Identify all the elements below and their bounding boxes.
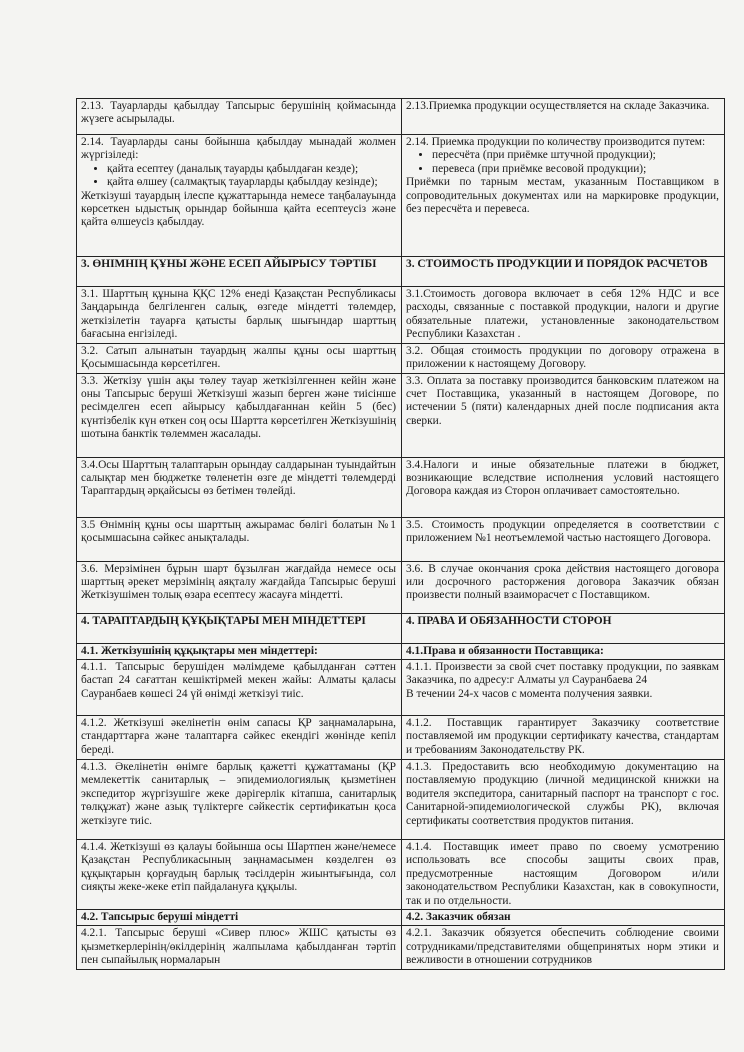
table-row [77,926,725,970]
clause-text: 2.14. Приемка продукции по количеству производится путем: [406,136,706,148]
clause-text: 3.5. Стоимость продукции определяется в соответствии с приложением №1 неотъемлемой частью настоящего Договора. [406,518,719,545]
ru-cell [402,99,725,135]
clause-text: 2.13.Приемка продукции осуществляется на складе Заказчика. [406,100,710,112]
kk-cell [77,457,402,517]
kk-cell [77,561,402,613]
ru-cell [402,840,725,910]
kk-cell [77,373,402,457]
table-row [77,135,725,257]
list-item: • пересчёта (при приёмке штучной продукции); [432,149,719,162]
section-heading [402,257,725,287]
ru-cell [402,373,725,457]
heading-text: 4.1.Права и обязанности Поставщика: [406,644,604,657]
table-row [77,99,725,135]
ru-cell [402,760,725,840]
bullet-list [406,149,719,176]
clause-text: 4.1.3. Предоставить всю необходимую документацию на поставляемую продукцию (личной медицинской книжки на водителя экспедитора, санитарный паспорт на транспорт с гос. Санитарной-эпидемиологической службы РК), включая сертификаты соответствия продуктов питания. [406,761,719,827]
kk-cell [77,135,402,257]
section-heading-row [77,613,725,643]
subsection-heading [402,910,725,926]
section-heading-row [77,257,725,287]
ru-cell [402,716,725,760]
heading-text: 4.2. Заказчик обязан [406,911,511,924]
clause-text: 4.1.1. Тапсырыс берушіден мәлімдеме қабылданған сәттен бастап 24 сағаттан кешіктірмей мекен жайы: Алматы қаласы Сауранбаев көшесі 24 үй өнімді жеткізуі тиіс. [81,661,396,700]
clause-text: 3.4.Осы Шарттың талаптарын орындау салдарынан туындайтын салықтар мен бюджетке төленетін өзге де міндетті төлемдерді Тараптардың әрқайсысы өз бетімен төлейді. [81,458,396,498]
subsection-heading-row [77,643,725,659]
table-row [77,840,725,910]
clause-text: 3.3. Жеткізу үшін ақы төлеу тауар жеткізілгеннен кейін және оны Тапсырыс беруші Жеткізуші жазып берген және тиісінше ресімделген есеп айырысу қабылдағаннан кейін 5 (бес) күнтізбелік күн өткен соң осы Шартта көрсетілген Жеткізушінің шотына банктік төлеммен жасалады. [81,374,396,441]
clause-text: 3.1.Стоимость договора включает в себя 12% НДС и все расходы, связанные с поставкой продукции, налоги и другие обязательные платежи, установленные законодательством Республики Казахстан . [406,288,719,341]
table-row [77,660,725,716]
clause-text: 3.5 Өнімнің құны осы шарттың ажырамас бөлігі болатын №1 қосымшасына сәйкес анықталады. [81,518,396,545]
table-row [77,561,725,613]
clause-text: 4.1.2. Жеткізуші әкелінетін өнім сапасы ҚР заңнамаларына, стандарттарға және талаптарға сәйкес екендігі жөнінде кепіл береді. [81,717,396,756]
kk-cell [77,660,402,716]
heading-text: 4. ТАРАПТАРДЫҢ ҚҰҚЫҚТАРЫ МЕН МІНДЕТТЕРІ [81,614,366,627]
clause-text: 4.1.4. Поставщик имеет право по своему усмотрению использовать все способы защиты своих прав, предусмотренные настоящим Договором и/или законодательством Республики Казахстан, как в совокупности, так и по отдельности. [406,841,719,907]
heading-text: 4. ПРАВА И ОБЯЗАННОСТИ СТОРОН [406,614,612,627]
ru-cell [402,561,725,613]
clause-text: 3.4.Налоги и иные обязательные платежи в бюджет, возникающие вследствие исполнения условий настоящего Договора каждая из Сторон оплачивает самостоятельно. [406,458,719,498]
clause-text: 4.1.1. Произвести за свой счет поставку продукции, по заявкам Заказчика, по адресу:г Алматы ул Сауранбаева 24 В течении 24-х часов с момента получения заявки. [406,661,719,700]
clause-text: 4.1.3. Әкелінетін өнімге барлық қажетті құжаттаманы (ҚР мемлекеттік санитарлық – эпидемиологиялық қызметінен экспедитор жүргізушіге жеке дәрігерлік кітапша, санитарлық төлқұжат) және азық түліктерге сәйкестік сертификатын қоса жеткізуге тиіс. [81,761,396,827]
clause-text: 4.2.1. Заказчик обязуется обеспечить соблюдение своими сотрудниками/представителями общепринятых норм этики и вежливости в отношении сотрудников [406,927,719,967]
clause-text: 3.6. Мерзімінен бұрын шарт бұзылған жағдайда немесе осы шарттың әрекет мерзімінің аяқталу жағдайда Тапсырыс беруші Жеткізушімен толық өзара есептесу жасауға міндетті. [81,562,396,602]
table-row [77,517,725,561]
kk-cell [77,99,402,135]
ru-cell [402,287,725,344]
section-heading [77,257,402,287]
subsection-heading [402,643,725,659]
kk-cell [77,517,402,561]
clause-text: 2.14. Тауарларды саны бойынша қабылдау мынадай жолмен жүргізіледі: [81,136,396,162]
table-row [77,760,725,840]
heading-text: 4.2. Тапсырыс беруші міндетті [81,911,239,924]
kk-cell [77,760,402,840]
kk-cell [77,840,402,910]
ru-cell [402,135,725,257]
clause-text: 3.1. Шарттың құнына ҚҚС 12% енеді Қазақстан Республикасы Заңдарында белгіленген салық, өзгеде міндетті төлемдер, жеткізілетін тауарға қатысты барлық шығындар шарттың бағасына енгізіледі. [81,288,396,341]
section-heading [402,613,725,643]
clause-text: 4.1.2. Поставщик гарантирует Заказчику соответствие поставляемой им продукции сертификату качества, стандартам и требованиям Законодательству РК. [406,717,719,756]
contract-table [76,98,725,970]
clause-text: Жеткізуші тауардың ілеспе құжаттарында немесе таңбалауында көрсеткен ыдыстық орындар бойынша қайта есептеусіз және қайта өлшеусіз қабылдау. [81,189,396,229]
subsection-heading [77,910,402,926]
ru-cell [402,660,725,716]
clause-text: 3.3. Оплата за поставку производится банковским платежом на счет Поставщика, указанный в настоящем Договоре, по истечении 5 (пяти) календарных дней после подписания акта сверки. [406,374,719,427]
subsection-heading [77,643,402,659]
list-item: • перевеса (при приёмке весовой продукции); [432,163,719,176]
clause-text: 3.2. Сатып алынатын тауардың жалпы құны осы шарттың Қосымшасында көрсетілген. [81,344,396,371]
bullet-list [81,163,396,190]
contract-page [76,98,722,970]
heading-text: 3. СТОИМОСТЬ ПРОДУКЦИИ И ПОРЯДОК РАСЧЕТОВ [406,258,708,270]
ru-cell [402,517,725,561]
table-row [77,287,725,344]
kk-cell [77,287,402,344]
ru-cell [402,926,725,970]
kk-cell [77,716,402,760]
kk-cell [77,926,402,970]
clause-text: 3.2. Общая стоимость продукции по договору отражена в приложении к настоящему Договору. [406,344,719,371]
list-item: • қайта өлшеу (салмақтық тауарларды қабылдау кезінде); [107,176,396,189]
clause-text: 2.13. Тауарларды қабылдау Тапсырыс берушінің қоймасында жүзеге асырылады. [81,100,396,126]
section-heading [77,613,402,643]
clause-text: Приёмки по тарным местам, указанным Поставщиком в сопроводительных документах или на маркировке продукции, без пересчёта и перевеса. [406,176,719,216]
subsection-heading-row [77,910,725,926]
table-row [77,373,725,457]
ru-cell [402,457,725,517]
clause-text: 4.2.1. Тапсырыс беруші «Сивер плюс» ЖШС қатысты өз қызметкерлерінің/өкілдерінің жалпылама қабылданған тәртіп пен сыпайылық нормаларын [81,927,396,967]
table-row [77,343,725,373]
list-item: • қайта есептеу (даналық тауарды қабылдаған кезде); [107,163,396,176]
table-row [77,457,725,517]
clause-text: 3.6. В случае окончания срока действия настоящего договора или досрочного расторжения договора Заказчик обязан произвести полный взаиморасчет с Поставщиком. [406,562,719,602]
ru-cell [402,343,725,373]
heading-text: 3. ӨНІМНІҢ ҚҰНЫ ЖӘНЕ ЕСЕП АЙЫРЫСУ ТӘРТІБІ [81,258,377,270]
clause-text: 4.1.4. Жеткізуші өз қалауы бойынша осы Шартпен және/немесе Қазақстан Республикасының заңнамасымен көзделген өз құқықтарын қорғаудың барлық тәсілдерін жиынтығында, сол сияқты жеке-жеке етіп пайдалануға құқылы. [81,841,396,894]
heading-text: 4.1. Жеткізушінің құқықтары мен міндеттері: [81,644,318,657]
table-row [77,716,725,760]
kk-cell [77,343,402,373]
